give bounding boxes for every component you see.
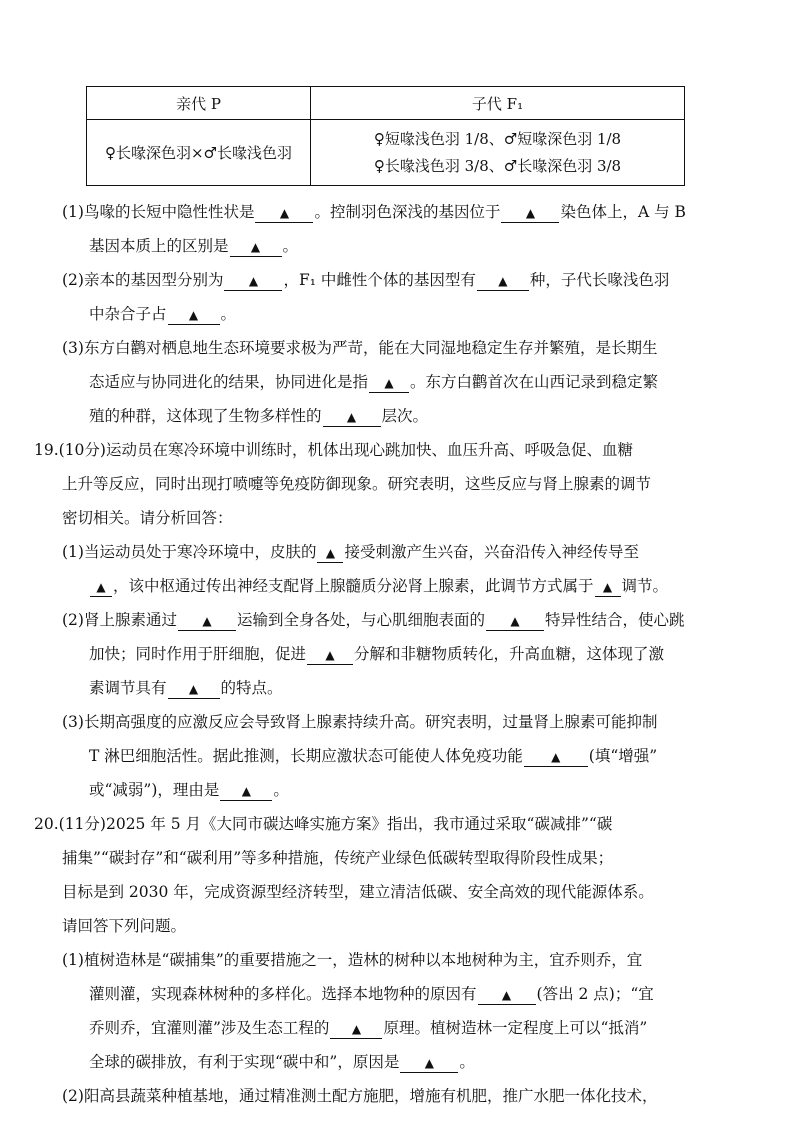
answer-blank[interactable] bbox=[317, 543, 343, 563]
q19-2-line1 bbox=[62, 610, 685, 631]
q20-intro-line4 bbox=[62, 916, 186, 936]
q19-3-line2 bbox=[89, 746, 657, 767]
text: (2)亲本的基因型分别为 bbox=[62, 271, 224, 289]
q19-2-line3 bbox=[89, 678, 283, 699]
q19-3-line1 bbox=[62, 712, 657, 732]
text: (答出 2 点)；“宜 bbox=[536, 985, 654, 1003]
text: 分解和非糖物质转化，升高血糖，这体现了激 bbox=[354, 645, 665, 663]
q19-1-line2 bbox=[89, 576, 668, 597]
text: 调节。 bbox=[621, 577, 669, 595]
answer-blank[interactable] bbox=[168, 305, 220, 325]
q20-1-line1 bbox=[62, 950, 642, 970]
text: 接受刺激产生兴奋，兴奋沿传入神经传导至 bbox=[344, 543, 639, 561]
offspring-line: ♀短喙浅色羽 1/8、♂短喙深色羽 1/8 bbox=[373, 129, 622, 148]
q20-1-line3 bbox=[89, 1018, 647, 1039]
q20-1-line4 bbox=[89, 1052, 475, 1073]
triangle-marker-icon: ▲ bbox=[501, 988, 512, 1002]
answer-blank[interactable] bbox=[90, 577, 112, 597]
text: 灌则灌，实现森林树种的多样化。选择本地物种的原因有 bbox=[89, 985, 477, 1003]
text: 全球的碳排放，有利于实现“碳中和”，原因是 bbox=[89, 1053, 400, 1071]
answer-blank[interactable] bbox=[595, 577, 621, 597]
triangle-marker-icon: ▲ bbox=[202, 614, 212, 628]
triangle-marker-icon: ▲ bbox=[250, 240, 261, 254]
text: (1)当运动员处于寒冷环境中，皮肤的 bbox=[62, 543, 317, 561]
q18-3-line3 bbox=[89, 406, 428, 427]
q18-3-line2 bbox=[89, 372, 658, 393]
triangle-marker-icon: ▲ bbox=[351, 1022, 362, 1036]
text: 19.(10分)运动员在寒冷环境中训练时，机体出现心跳加快、血压升高、呼吸急促、血糖 bbox=[34, 441, 633, 459]
text: 。东方白鹳首次在山西记录到稳定繁 bbox=[410, 373, 659, 391]
q19-3-line3 bbox=[89, 780, 289, 801]
triangle-marker-icon: ▲ bbox=[241, 784, 252, 798]
text: ，该中枢通过传出神经支配肾上腺髓质分泌肾上腺素，此调节方式属于 bbox=[113, 577, 594, 595]
text: 染色体上，A 与 B bbox=[560, 203, 686, 221]
text: 。 bbox=[459, 1053, 475, 1071]
q19-intro-line3 bbox=[62, 508, 233, 528]
q19-1-line1 bbox=[62, 542, 639, 563]
q19-2-line2 bbox=[89, 644, 664, 665]
triangle-marker-icon: ▲ bbox=[602, 580, 613, 594]
offspring-line: ♀长喙浅色羽 3/8、♂长喙深色羽 3/8 bbox=[373, 156, 622, 175]
q18-1-line1 bbox=[62, 202, 686, 223]
text: 加快；同时作用于肝细胞，促进 bbox=[89, 645, 307, 663]
table-row bbox=[87, 120, 685, 186]
text: 。控制羽色深浅的基因位于 bbox=[314, 203, 501, 221]
answer-blank[interactable] bbox=[230, 237, 282, 257]
text: 中杂合子占 bbox=[89, 305, 167, 323]
q18-2-line1 bbox=[62, 270, 669, 291]
triangle-marker-icon: ▲ bbox=[525, 206, 536, 220]
answer-blank[interactable] bbox=[400, 1053, 458, 1073]
q19-intro-line1 bbox=[34, 440, 633, 460]
text: 态适应与协同进化的结果，协同进化是指 bbox=[89, 373, 369, 391]
q19-intro-line2 bbox=[62, 474, 651, 494]
q20-intro-line1 bbox=[34, 814, 612, 834]
cross-result-table bbox=[86, 86, 685, 186]
answer-blank[interactable] bbox=[178, 611, 236, 631]
triangle-marker-icon: ▲ bbox=[498, 274, 508, 288]
text: 上升等反应，同时出现打喷嚏等免疫防御现象。研究表明，这些反应与肾上腺素的调节 bbox=[62, 475, 652, 493]
text: (1)植树造林是“碳捕集”的重要措施之一，造林的树种以本地树种为主，宜乔则乔，宜 bbox=[62, 951, 643, 969]
text: ，F₁ 中雌性个体的基因型有 bbox=[283, 271, 476, 289]
q18-3-line1 bbox=[62, 338, 657, 358]
q20-intro-line3 bbox=[62, 882, 654, 902]
text: 基因本质上的区别是 bbox=[89, 237, 229, 255]
answer-blank[interactable] bbox=[524, 747, 588, 767]
triangle-marker-icon: ▲ bbox=[279, 206, 290, 220]
text: 特异性结合，使心跳 bbox=[544, 611, 685, 629]
q18-2-line2 bbox=[89, 304, 236, 325]
answer-blank[interactable] bbox=[255, 203, 313, 223]
triangle-marker-icon: ▲ bbox=[510, 614, 520, 628]
answer-blank[interactable] bbox=[501, 203, 559, 223]
header-offspring: 子代 F₁ bbox=[311, 87, 685, 120]
answer-blank[interactable] bbox=[220, 781, 272, 801]
triangle-marker-icon: ▲ bbox=[325, 648, 335, 662]
text: (2)阳高县蔬菜种植基地，通过精准测土配方施肥，增施有机肥，推广水肥一体化技术， bbox=[62, 1087, 658, 1105]
text: 层次。 bbox=[381, 407, 429, 425]
answer-blank[interactable] bbox=[369, 373, 409, 393]
answer-blank[interactable] bbox=[168, 679, 220, 699]
text: 。 bbox=[282, 237, 299, 255]
answer-blank[interactable] bbox=[330, 1019, 382, 1039]
triangle-marker-icon: ▲ bbox=[325, 546, 336, 560]
table-header-row bbox=[87, 87, 685, 120]
text: T 淋巴细胞活性。据此推测，长期应激状态可能使人体免疫功能 bbox=[89, 747, 523, 765]
triangle-marker-icon: ▲ bbox=[96, 580, 106, 594]
text: 目标是到 2030 年，完成资源型经济转型，建立清洁低碳、安全高效的现代能源体系。 bbox=[62, 883, 654, 901]
text: 20.(11分)2025 年 5 月《大同市碳达峰实施方案》指出，我市通过采取“碳减排”“碳 bbox=[34, 815, 613, 833]
answer-blank[interactable] bbox=[307, 645, 353, 665]
q20-intro-line2 bbox=[62, 848, 613, 868]
text: 。 bbox=[273, 781, 289, 799]
answer-blank[interactable] bbox=[224, 271, 282, 291]
q18-1-line2 bbox=[89, 236, 298, 257]
text: 运输到全身各处，与心肌细胞表面的 bbox=[236, 611, 485, 629]
triangle-marker-icon: ▲ bbox=[248, 274, 259, 288]
triangle-marker-icon: ▲ bbox=[346, 410, 357, 424]
text: (3)长期高强度的应激反应会导致肾上腺素持续升高。研究表明，过量肾上腺素可能抑制 bbox=[62, 713, 658, 731]
triangle-marker-icon: ▲ bbox=[384, 376, 394, 390]
text: 乔则乔，宜灌则灌”涉及生态工程的 bbox=[89, 1019, 330, 1037]
triangle-marker-icon: ▲ bbox=[188, 682, 199, 696]
answer-blank[interactable] bbox=[477, 271, 529, 291]
text: 原理。植树造林一定程度上可以“抵消” bbox=[383, 1019, 648, 1037]
header-parent: 亲代 P bbox=[87, 87, 311, 120]
triangle-marker-icon: ▲ bbox=[188, 308, 199, 322]
text: (3)东方白鹳对栖息地生态环境要求极为严苛，能在大同湿地稳定生存并繁殖，是长期生 bbox=[62, 339, 658, 357]
text: 殖的种群，这体现了生物多样性的 bbox=[89, 407, 322, 425]
q20-2-line1 bbox=[62, 1086, 657, 1106]
text: 密切相关。请分析回答： bbox=[62, 509, 233, 527]
text: 素调节具有 bbox=[89, 679, 167, 697]
triangle-marker-icon: ▲ bbox=[551, 750, 561, 764]
text: 种，子代长喙浅色羽 bbox=[529, 271, 670, 289]
text: 或“减弱”)，理由是 bbox=[89, 781, 220, 799]
answer-blank[interactable] bbox=[323, 407, 381, 427]
offspring-cell bbox=[311, 120, 685, 186]
text: (2)肾上腺素通过 bbox=[62, 611, 177, 629]
text: 。 bbox=[220, 305, 237, 323]
text: (1)鸟喙的长短中隐性性状是 bbox=[62, 203, 255, 221]
answer-blank[interactable] bbox=[486, 611, 544, 631]
text: 捕集”“碳封存”和“碳利用”等多种措施，传统产业绿色低碳转型取得阶段性成果； bbox=[62, 849, 614, 867]
parent-cross-cell: ♀长喙深色羽×♂长喙浅色羽 bbox=[87, 120, 311, 186]
text: 请回答下列问题。 bbox=[62, 917, 187, 935]
triangle-marker-icon: ▲ bbox=[424, 1056, 434, 1070]
text: (填“增强” bbox=[588, 747, 658, 765]
answer-blank[interactable] bbox=[478, 985, 536, 1005]
text: 的特点。 bbox=[220, 679, 283, 697]
q20-1-line2 bbox=[89, 984, 654, 1005]
